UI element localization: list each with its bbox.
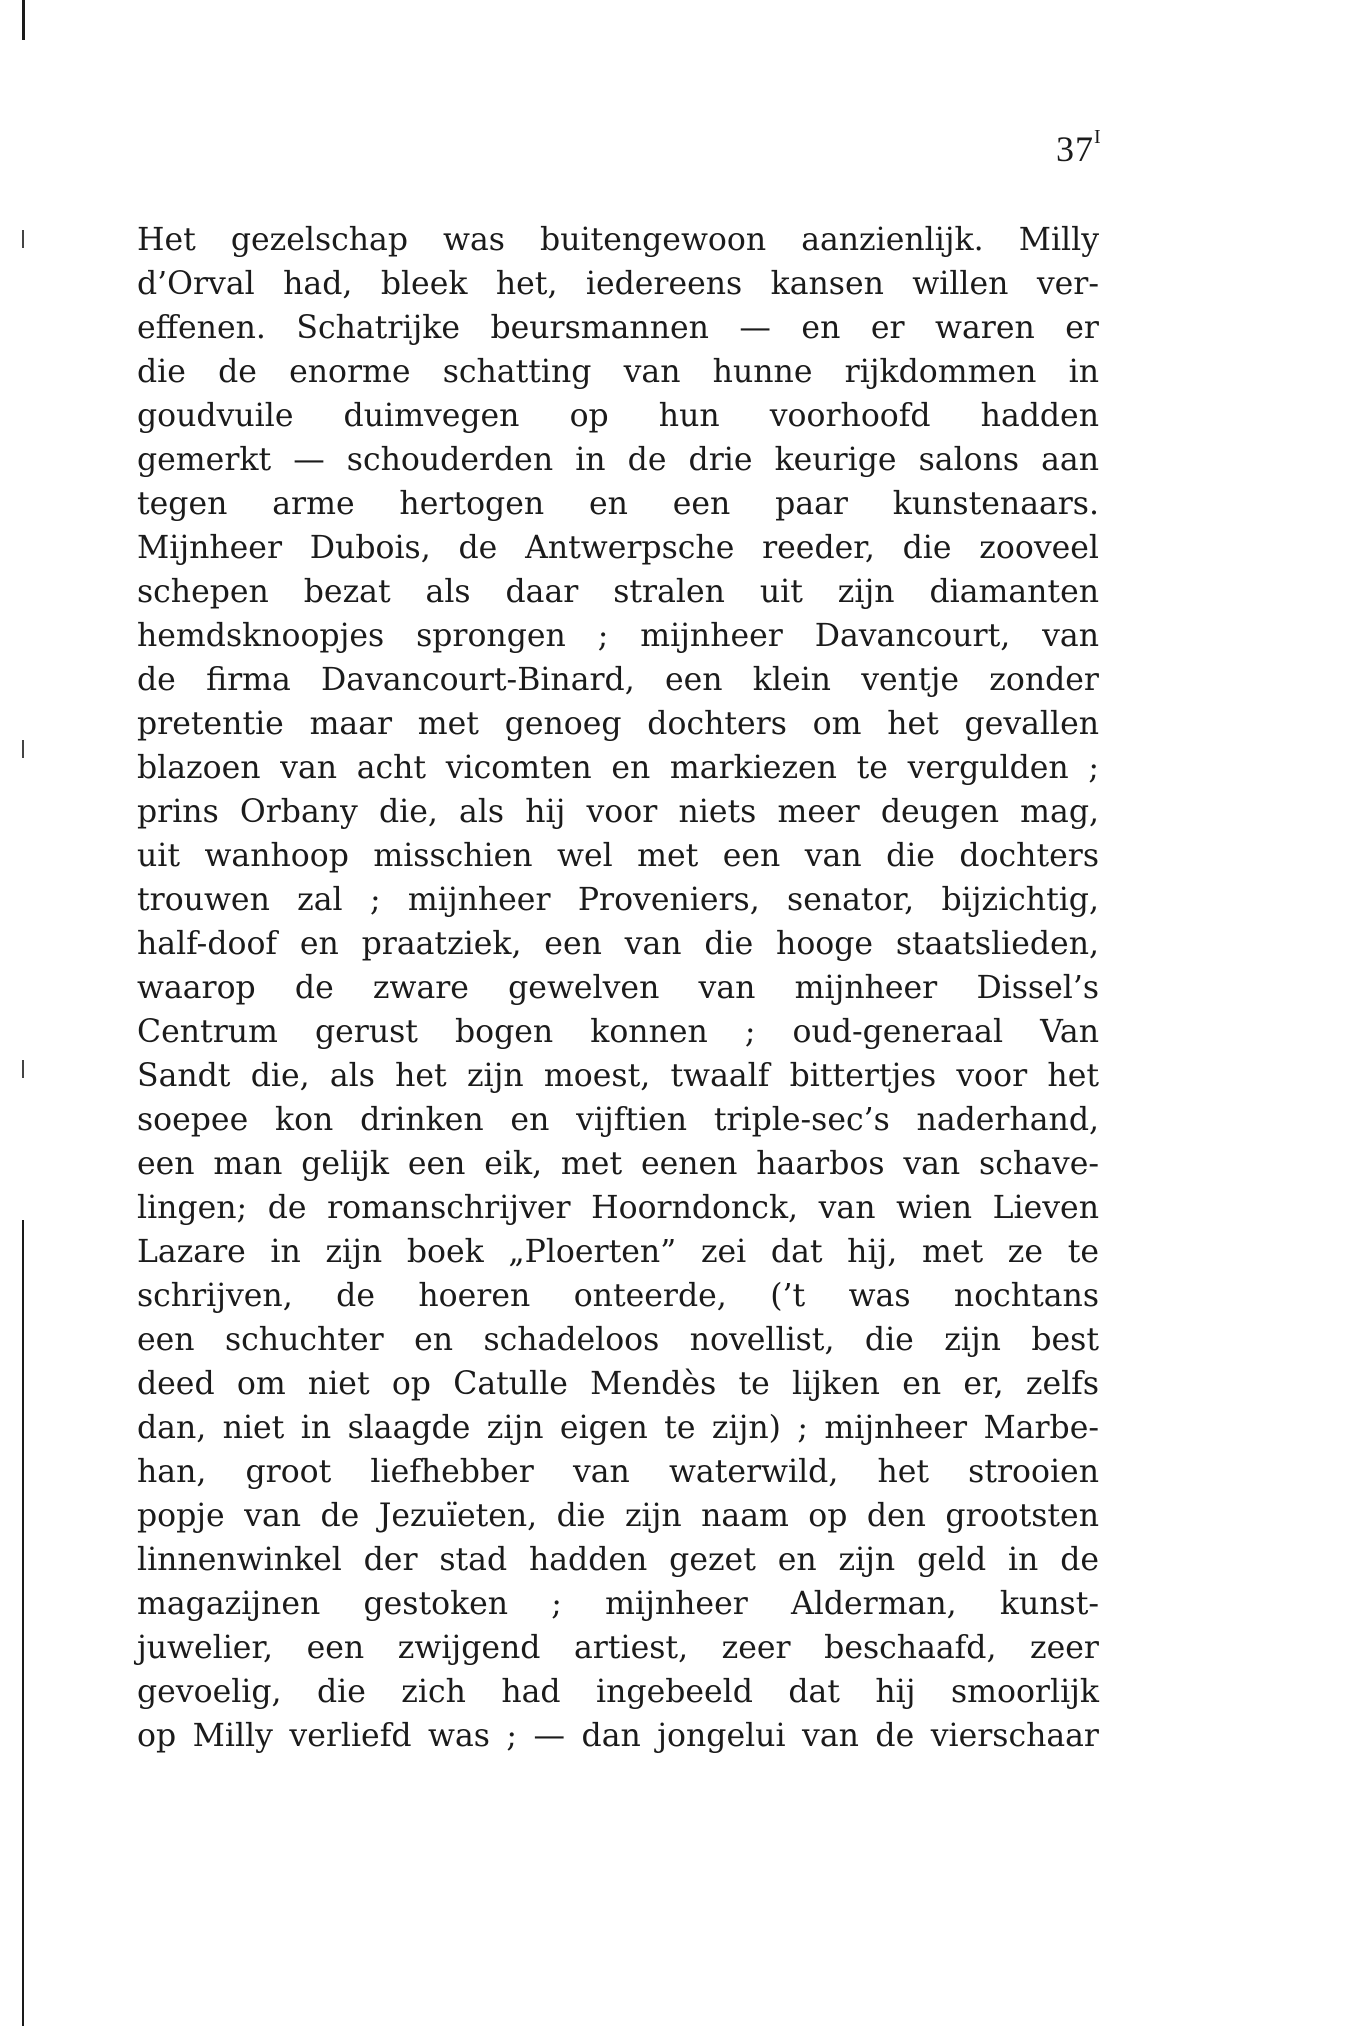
text-line: gevoelig, die zich had ingebeeld dat hij smoorlijk <box>137 1674 1099 1710</box>
text-line: schrijven, de hoeren onteerde, (’t was nochtans <box>137 1278 1099 1314</box>
text-line: han, groot liefhebber van waterwild, het strooien <box>137 1454 1099 1490</box>
text-line: trouwen zal ; mijnheer Proveniers, senator, bijzichtig, <box>137 882 1099 918</box>
text-line: effenen. Schatrijke beursmannen — en er waren er <box>137 310 1099 346</box>
text-line: goudvuile duimvegen op hun voorhoofd hadden <box>137 398 1099 434</box>
page-number-text: $37^I$ <box>1056 126 1102 169</box>
text-line: uit wanhoop misschien wel met een van die dochters <box>137 838 1099 874</box>
text-line: popje van de Jezuïeten, die zijn naam op den grootsten <box>137 1498 1099 1534</box>
text-line: d’Orval had, bleek het, iedereens kansen willen ver- <box>137 266 1099 302</box>
scan-edge-mark <box>22 1220 24 2026</box>
text-line: Mijnheer Dubois, de Antwerpsche reeder, die zooveel <box>137 530 1099 566</box>
scan-edge-mark <box>22 0 25 40</box>
body-text <box>137 218 1099 1758</box>
scan-speck <box>22 230 24 248</box>
text-line: schepen bezat als daar stralen uit zijn diamanten <box>137 574 1099 610</box>
text-line: Sandt die, als het zijn moest, twaalf bittertjes voor het <box>137 1058 1099 1094</box>
scan-speck <box>22 740 24 758</box>
text-line: soepee kon drinken en vijftien triple-sec’s naderhand, <box>137 1102 1099 1138</box>
text-line: waarop de zware gewelven van mijnheer Dissel’s <box>137 970 1099 1006</box>
text-line: blazoen van acht vicomten en markiezen te vergulden ; <box>137 750 1099 786</box>
text-line: pretentie maar met genoeg dochters om het gevallen <box>137 706 1099 742</box>
text-line: juwelier, een zwijgend artiest, zeer beschaafd, zeer <box>137 1630 1099 1666</box>
text-line: Lazare in zijn boek „Ploerten” zei dat hij, met ze te <box>137 1234 1099 1270</box>
scan-speck <box>22 1060 24 1078</box>
text-line: prins Orbany die, als hij voor niets meer deugen mag, <box>137 794 1099 830</box>
text-line: deed om niet op Catulle Mendès te lijken en er, zelfs <box>137 1366 1099 1402</box>
text-line: Het gezelschap was buitengewoon aanzienlijk. Milly <box>137 222 1099 258</box>
text-line: op Milly verliefd was ; — dan jongelui van de vierschaar <box>137 1718 1099 1754</box>
text-line: hemdsknoopjes sprongen ; mijnheer Davancourt, van <box>137 618 1099 654</box>
text-line: Centrum gerust bogen konnen ; oud-generaal Van <box>137 1014 1099 1050</box>
text-line: linnenwinkel der stad hadden gezet en zijn geld in de <box>137 1542 1099 1578</box>
text-line: lingen; de romanschrijver Hoorndonck, van wien Lieven <box>137 1190 1099 1226</box>
text-line: die de enorme schatting van hunne rijkdommen in <box>137 354 1099 390</box>
text-line: half-doof en praatziek, een van die hooge staatslieden, <box>137 926 1099 962</box>
text-line: dan, niet in slaagde zijn eigen te zijn) ; mijnheer Marbe- <box>137 1410 1099 1446</box>
text-line: tegen arme hertogen en een paar kunstenaars. <box>137 486 1099 522</box>
text-line: een man gelijk een eik, met eenen haarbos van schave- <box>137 1146 1099 1182</box>
text-line: gemerkt — schouderden in de drie keurige salons aan <box>137 442 1099 478</box>
text-line: de firma Davancourt-Binard, een klein ventje zonder <box>137 662 1099 698</box>
text-line: magazijnen gestoken ; mijnheer Alderman, kunst- <box>137 1586 1099 1622</box>
page-number-last-digit: I <box>1094 126 1102 148</box>
page-number <box>1056 128 1102 170</box>
text-line: een schuchter en schadeloos novellist, die zijn best <box>137 1322 1099 1358</box>
